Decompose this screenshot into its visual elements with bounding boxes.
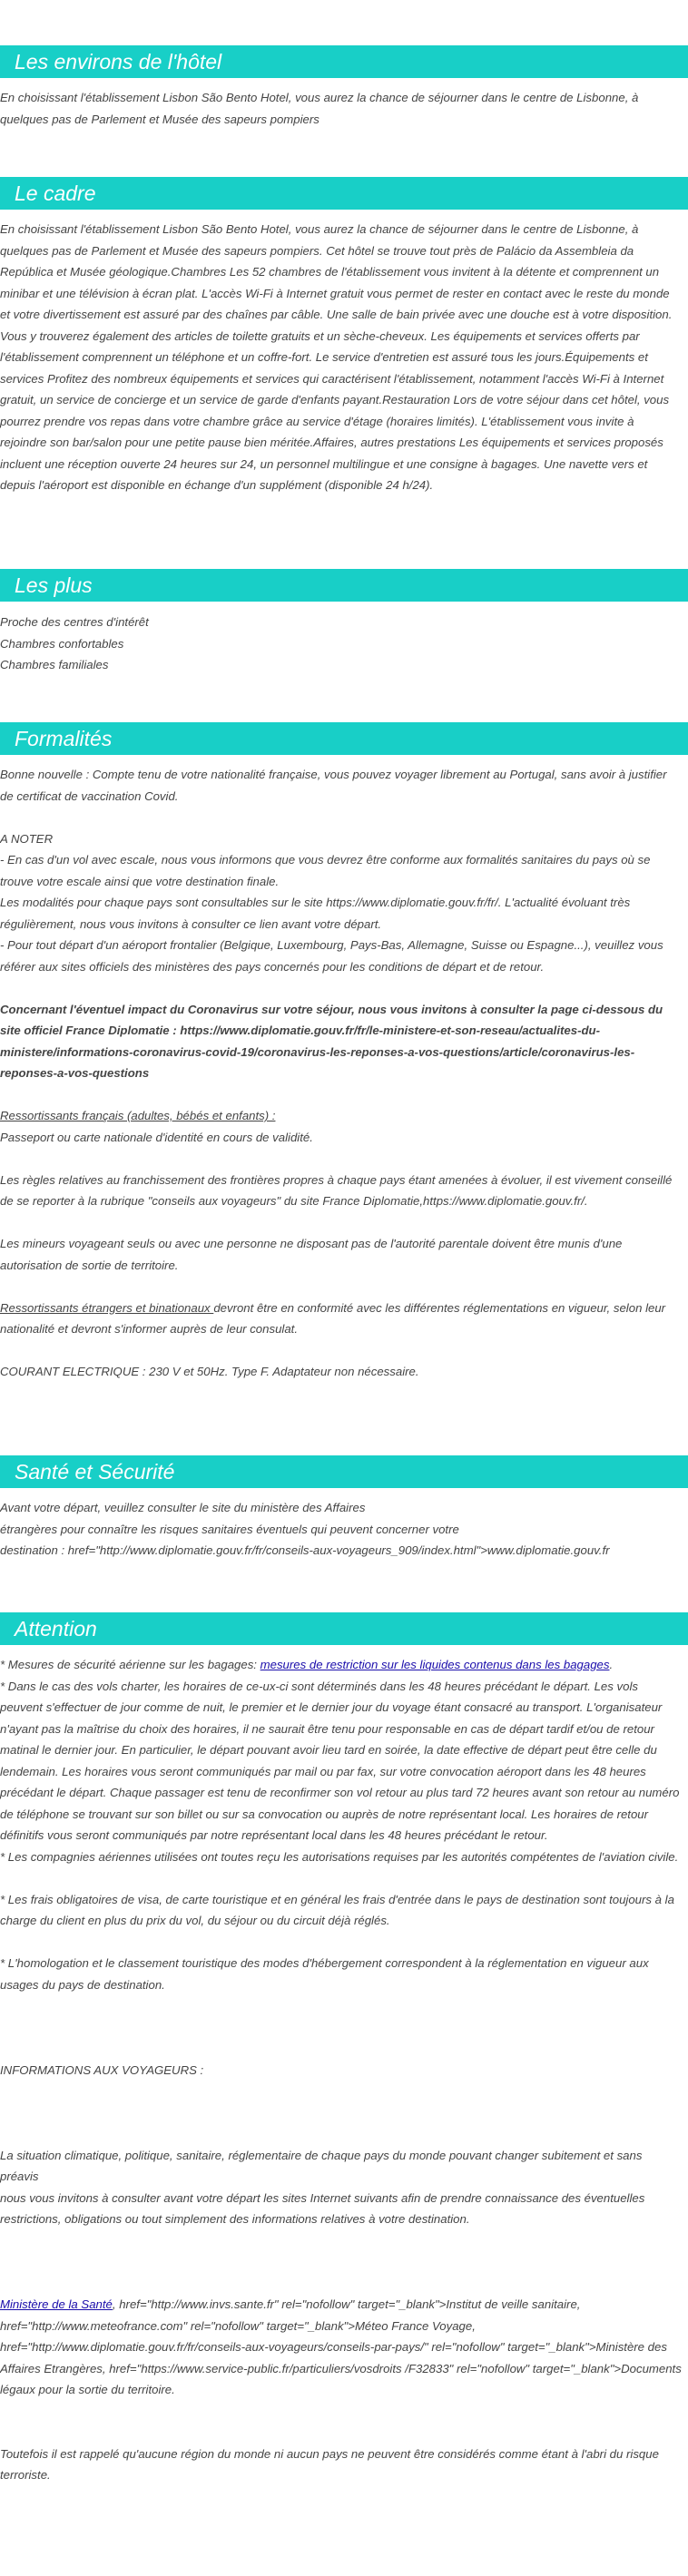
regles-frontieres-text: Les règles relatives au franchissement des frontières propres à chaque pays étant amenées à évoluer, il est vivement conseillé de se reporter à la rubrique "conseils aux voyageurs" du site France Diplomatie,https://www.diplomatie.gouv.fr/. <box>0 1172 673 1208</box>
note-aeroport-frontalier: - Pour tout départ d'un aéroport frontalier (Belgique, Luxembourg, Pays-Bas, Allemagne, Suisse ou Espagne...), veuillez vous référer aux sites officiels des ministères des pays concernés pour les conditions de départ et de retour. <box>0 938 663 974</box>
a-noter-heading: A NOTER <box>0 831 54 846</box>
invitons-text: nous vous invitons à consulter avant votre départ les sites Internet suivants afin de prendre connaissance des éventuelles restrictions, obligations ou tout simplement des informations relatives à votre destination. <box>0 2190 645 2226</box>
formalites-block <box>0 764 686 1383</box>
plus-item: Chambres familiales <box>0 658 109 671</box>
risque-terroriste-text: Toutefois il est rappelé qu'aucune région du monde ni aucun pays ne peuvent être considérés comme étant à l'abri du risque terroriste. <box>0 2446 659 2482</box>
attention-block <box>0 1654 686 2486</box>
sante-line: destination : href="http://www.diplomatie.gouv.fr/fr/conseils-aux-voyageurs_909/index.html">www.diplomatie.gouv.fr <box>0 1543 610 1557</box>
plus-item: Chambres confortables <box>0 636 124 651</box>
sante-line: étrangères pour connaître les risques sanitaires éventuels qui peuvent concerner votre <box>0 1522 459 1536</box>
ressortissants-etrangers-text <box>0 1298 683 1340</box>
section-title-plus: Les plus <box>0 569 688 602</box>
ressortissants-francais-heading: Ressortissants français (adultes, bébés et enfants) : <box>0 1109 276 1122</box>
liquides-restriction-link[interactable]: mesures de restriction sur les liquides contenus dans les bagages <box>260 1658 610 1671</box>
section-title-formalites: Formalités <box>0 722 688 755</box>
environs-text: En choisissant l'établissement Lisbon São Bento Hotel, vous aurez la chance de séjourner dans le centre de Lisbonne, à quelques pas de Parlement et Musée des sapeurs pompiers <box>0 91 639 126</box>
homologation-text: * L'homologation et le classement touristique des modes d'hébergement correspondent à la réglementation en vigueur aux usages du pays de destination. <box>0 1956 649 1992</box>
ressortissants-etrangers-heading: Ressortissants étrangers et binationaux <box>0 1300 214 1315</box>
mesures-securite: * Mesures de sécurité aérienne sur les bagages: mesures de restriction sur les liquides contenus dans les bagages. <box>0 1658 614 1671</box>
liens-utiles-rest: , href="http://www.invs.sante.fr" rel="nofollow" target="_blank">Institut de veille sanitaire, href="http://www.meteofrance.com" rel="nofollow" target="_blank">Méteo France Voyage, href="http://www.diplomatie.gouv.fr/fr/conseils-aux-voyageurs/conseils-par-pays/" rel="nofollow" target="_blank">Ministère des Affaires Etrangères, href="https://www.service-public.fr/particuliers/vosdroits /F32833" rel="nofollow" target="_blank">Documents légaux pour la sortie du territoire. <box>0 2297 682 2396</box>
section-title-environs: Les environs de l'hôtel <box>0 45 688 78</box>
section-title-sante: Santé et Sécurité <box>0 1455 688 1488</box>
section-title-attention: Attention <box>0 1612 688 1645</box>
courant-electrique: COURANT ELECTRIQUE : 230 V et 50Hz. Type F. Adaptateur non nécessaire. <box>0 1365 419 1378</box>
sante-line: Avant votre départ, veuillez consulter le site du ministère des Affaires <box>0 1501 366 1514</box>
liens-utiles <box>0 2294 683 2401</box>
ressortissants-etrangers-rest: devront être en conformité avec les différentes réglementations en vigueur, selon leur nationalité et devront s'informer auprès de leur consulat. <box>0 1300 666 1336</box>
section-title-cadre: Le cadre <box>0 177 688 210</box>
sante-block <box>0 1497 686 1562</box>
plus-block <box>0 612 686 676</box>
environs-block <box>0 87 686 130</box>
formalites-intro: Bonne nouvelle : Compte tenu de votre nationalité française, vous pouvez voyager librement au Portugal, sans avoir à justifier de certificat de vaccination Covid. <box>0 768 667 803</box>
note-modalites: Les modalités pour chaque pays sont consultables sur le site https://www.diplomatie.gouv.fr/fr/. L'actualité évoluant très régulièrement, nous vous invitons à consulter ce lien avant votre départ. <box>0 896 631 931</box>
compagnies-text: * Les compagnies aériennes utilisées ont toutes reçu les autorisations requises par les autorités compétentes de l'aviation civile. <box>0 1849 679 1864</box>
passeport-text: Passeport ou carte nationale d'identité en cours de validité. <box>0 1130 313 1144</box>
mineurs-text: Les mineurs voyageant seuls ou avec une personne ne disposant pas de l'autorité parentale doivent être munis d'une autorisation de sortie de territoire. <box>0 1237 623 1272</box>
plus-item: Proche des centres d'intérêt <box>0 615 149 629</box>
ministere-sante-link[interactable]: Ministère de la Santé <box>0 2297 113 2311</box>
vols-charter-text: * Dans le cas des vols charter, les horaires de ce-ux-ci sont déterminés dans les 48 heures précédant le départ. Les vols peuvent s'effectuer de jour comme de nuit, le premier et le dernier jour du voyage étant consacré au transport. L'organisateur n'ayant pas la maîtrise du choix des horaires, il ne saurait être tenu pour responsable en cas de départ tardif et/ou de retour matinal le dernier jour. En particulier, le départ pouvant avoir lieu tard en soirée, la date effective de départ peut être celle du lendemain. Les horaires vous seront communiqués par mail ou par fax, sur votre convocation aéroport dans les 48 heures précédant le départ. Chaque passager est tenu de reconfirmer son vol retour au plus tard 72 heures avant son retour au numéro de téléphone se trouvant sur son billet ou sur sa convocation ou auprès de notre représentant local. Les horaires de retour définitifs vous seront communiqués par notre représentant local dans les 48 heures précédant le retour. <box>0 1679 680 1842</box>
informations-voyageurs-heading: INFORMATIONS AUX VOYAGEURS : <box>0 2062 204 2077</box>
situation-climatique-text: La situation climatique, politique, sanitaire, réglementaire de chaque pays du monde pouvant changer subitement et sans préavis <box>0 2148 643 2183</box>
note-escale: - En cas d'un vol avec escale, nous vous informons que vous devrez être conforme aux formalités sanitaires du pays où se trouve votre escale ainsi que votre destination finale. <box>0 853 651 888</box>
covid-notice: Concernant l'éventuel impact du Coronavirus sur votre séjour, nous vous invitons à consulter la page ci-dessous du site officiel France Diplomatie : https://www.diplomatie.gouv.fr/fr/le-ministere-et-son-reseau/actualites-du-ministere/informations-coronavirus-covid-19/coronavirus-les-reponses-a-vos-questions/article/coronavirus-les-reponses-a-vos-questions <box>0 1002 663 1080</box>
cadre-block <box>0 219 686 496</box>
frais-visa-text: * Les frais obligatoires de visa, de carte touristique et en général les frais d'entrée dans le pays de destination sont toujours à la charge du client en plus du prix du vol, du séjour ou du circuit déjà réglés. <box>0 1892 674 1927</box>
cadre-text: En choisissant l'établissement Lisbon São Bento Hotel, vous aurez la chance de séjourner dans le centre de Lisbonne, à quelques pas de Parlement et Musée des sapeurs pompiers. Cet hôtel se trouve tout près de Palácio da Assembleia da República et Musée géologique.Chambres Les 52 chambres de l'établissement vous invitent à la détente et comprennent un minibar et une télévision à écran plat. L'accès Wi-Fi à Internet gratuit vous permet de rester en contact avec le reste du monde et votre divertissement est assuré par des chaînes par câble. Une salle de bain privée avec une douche est à votre disposition. Vous y trouverez également des articles de toilette gratuits et un sèche-cheveux. Les équipements et services offerts par l'établissement comprennent un téléphone et un coffre-fort. Le service d'entretien est assuré tous les jours.Équipements et services Profitez des nombreux équipements et services qui caractérisent l'établissement, notamment l'accès Wi-Fi à Internet gratuit, un service de concierge et un service de garde d'enfants payant.Restauration Lors de votre séjour dans cet hôtel, vous pourrez prendre vos repas dans votre chambre grâce au service d'étage (horaires limités). L'établissement vous invite à rejoindre son bar/salon pour une petite pause bien méritée.Affaires, autres prestations Les équipements et services proposés incluent une réception ouverte 24 heures sur 24, un personnel multilingue et une consigne à bagages. Une navette vers et depuis l'aéroport est disponible en échange d'un supplément (disponible 24 h/24). <box>0 222 673 492</box>
